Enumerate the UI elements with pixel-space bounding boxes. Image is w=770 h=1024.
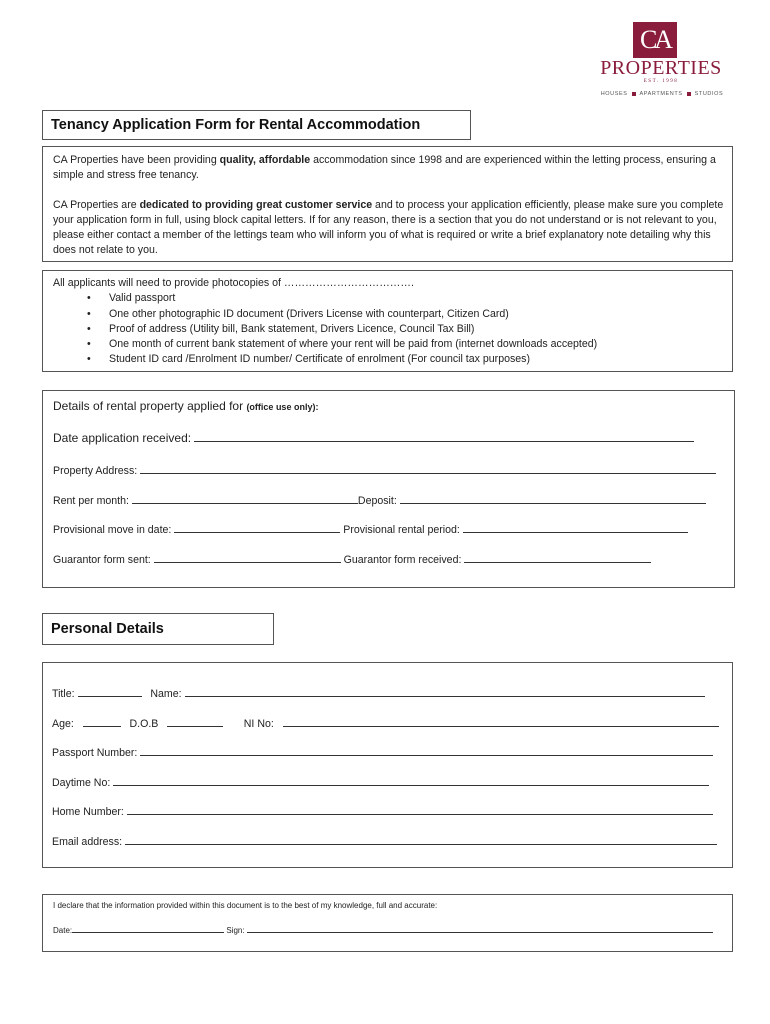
rental-period-field[interactable] — [463, 522, 688, 533]
date-received-label: Date application received: — [53, 431, 192, 445]
declaration-date-label: Date: — [53, 926, 73, 935]
home-number-label: Home Number: — [52, 806, 124, 818]
form-title-box — [42, 110, 471, 140]
intro-text: accommodation since 1998 and are experienced within the letting process, ensuring a simple and stress free tenancy. — [53, 154, 716, 182]
documents-list — [53, 291, 724, 367]
home-number-row — [52, 804, 713, 818]
declaration-date-field[interactable] — [72, 925, 224, 933]
age-dob-ni-row — [52, 716, 719, 730]
list-item: • Valid passport — [109, 291, 724, 306]
age-field[interactable] — [83, 716, 121, 727]
property-address-row — [53, 463, 716, 477]
email-label: Email address: — [52, 836, 123, 848]
rental-heading-text: Details of rental property applied for — [53, 399, 247, 413]
intro-text: CA Properties are — [53, 198, 140, 211]
deposit-field[interactable] — [400, 493, 706, 504]
daytime-label: Daytime No: — [52, 777, 111, 789]
daytime-field[interactable] — [113, 775, 709, 786]
property-address-field[interactable] — [140, 463, 716, 474]
company-logo-wordmark: PROPERTIES — [600, 57, 722, 79]
age-label: Age: — [52, 718, 74, 730]
rental-details-box — [42, 390, 735, 588]
property-address-label: Property Address: — [53, 465, 138, 477]
move-in-field[interactable] — [174, 522, 340, 533]
tagline-studios: STUDIOS — [694, 91, 724, 97]
intro-box — [42, 146, 733, 262]
passport-field[interactable] — [140, 745, 713, 756]
daytime-row — [52, 775, 709, 789]
title-name-row — [52, 686, 705, 700]
rent-deposit-row — [53, 493, 706, 507]
name-field[interactable] — [185, 686, 705, 697]
office-use-note: (office use only): — [246, 402, 319, 412]
declaration-text: I declare that the information provided within this document is to the best of my knowledge, full and accurate: — [53, 901, 438, 910]
declaration-sign-label: Sign: — [226, 926, 245, 935]
email-field[interactable] — [125, 834, 717, 845]
form-title: Tenancy Application Form for Rental Accommodation — [51, 117, 421, 133]
list-item: • Student ID card /Enrolment ID number/ Certificate of enrolment (For council tax purposes) — [109, 352, 724, 367]
date-received-field[interactable] — [194, 431, 694, 442]
tagline-houses: HOUSES — [600, 91, 628, 97]
name-label: Name: — [150, 688, 182, 700]
intro-paragraph-2 — [53, 198, 724, 259]
ni-label: NI No: — [243, 718, 274, 730]
tagline-apartments: APARTMENTS — [639, 91, 683, 97]
intro-emphasis: quality, affordable — [219, 154, 311, 166]
guarantor-received-label: Guarantor form received: — [343, 554, 462, 566]
personal-details-heading-box — [42, 613, 274, 645]
documents-lead: All applicants will need to provide photocopies of ………………………………. — [53, 277, 414, 289]
rent-field[interactable] — [132, 493, 358, 504]
list-item: • Proof of address (Utility bill, Bank statement, Drivers Licence, Council Tax Bill) — [109, 322, 724, 337]
email-row — [52, 834, 717, 848]
guarantor-row — [53, 552, 651, 566]
list-item: • One month of current bank statement of where your rent will be paid from (internet downloads accepted) — [109, 337, 724, 352]
intro-emphasis: dedicated to providing great customer service — [139, 198, 373, 211]
dob-label: D.O.B — [129, 718, 159, 730]
intro-text: CA Properties have been providing — [53, 154, 220, 166]
declaration-sign-field[interactable] — [247, 925, 713, 933]
declaration-sign-row — [53, 925, 713, 935]
tagline-separator-icon — [632, 92, 636, 96]
company-logo-established: EST. 1998 — [643, 79, 679, 84]
dob-field[interactable] — [167, 716, 223, 727]
guarantor-received-field[interactable] — [464, 552, 651, 563]
company-logo-emblem: CA — [633, 22, 677, 58]
company-logo-tagline — [586, 91, 738, 97]
title-label: Title: — [52, 688, 75, 700]
guarantor-sent-label: Guarantor form sent: — [53, 554, 151, 566]
title-field[interactable] — [78, 686, 142, 697]
intro-paragraph-1 — [53, 153, 724, 184]
passport-label: Passport Number: — [52, 747, 138, 759]
ni-field[interactable] — [283, 716, 719, 727]
date-received-row — [53, 431, 694, 445]
rental-period-label: Provisional rental period: — [343, 524, 460, 536]
intro-text: and to process your application efficiently, please make sure you complete your application form in full, using block capital letters. If for any reason, there is a section that you do not understand or is not relevant to you, please either contact a member of the lettings team who will inform you of what is required or write a brief explanatory note detailing why this does not relate to you. — [53, 198, 724, 257]
deposit-label: Deposit: — [357, 495, 397, 507]
documents-box — [42, 270, 733, 372]
personal-details-box — [42, 662, 733, 868]
declaration-box — [42, 894, 733, 952]
move-in-label: Provisional move in date: — [53, 524, 172, 536]
rent-label: Rent per month: — [53, 495, 129, 507]
move-in-row — [53, 522, 688, 536]
personal-details-heading: Personal Details — [51, 621, 164, 637]
guarantor-sent-field[interactable] — [154, 552, 341, 563]
list-item: • One other photographic ID document (Drivers License with counterpart, Citizen Card) — [109, 307, 724, 322]
passport-row — [52, 745, 713, 759]
rental-details-heading — [53, 399, 318, 413]
home-number-field[interactable] — [127, 804, 713, 815]
tagline-separator-icon — [687, 92, 691, 96]
